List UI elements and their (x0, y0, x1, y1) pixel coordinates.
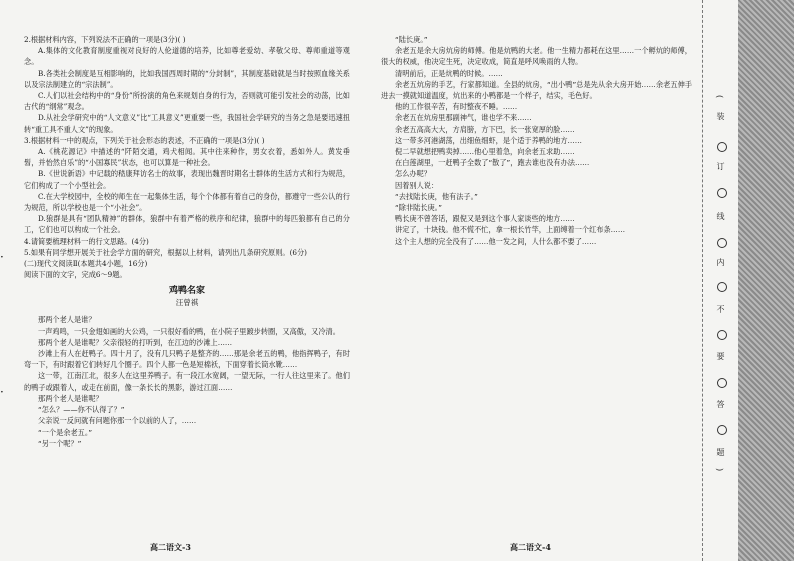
scan-edge-strip (738, 0, 794, 561)
binding-hole-icon (717, 330, 727, 340)
story-paragraph: 那两个老人是谁呢？父亲很轻的打听到，在江边的沙滩上…… (38, 337, 233, 347)
story-paragraph: 沙滩上有人在赶鸭子。四十月了，没有几只鸭子是整齐的……那是余老五的鸭，他指挥鸭子，有时弯一下，有时跟着它们转好几个圈子。四个人都一色是短棉袄，下面穿着长筒水靴…… (24, 349, 350, 370)
story-paragraph: 他的工作很辛苦，有时整夜不睡。…… (395, 102, 518, 112)
binding-char: ) (715, 468, 724, 472)
story-paragraph: 一声鸡鸣，一只金翅如画的大公鸡，一只很好看的鸭，在小院子里踱步转圈，又高傲，又冷清。 (38, 326, 340, 336)
story-paragraph: 倪二早就想把鸭卖掉……他心里着急，向余老五求助…… (395, 147, 575, 157)
story-paragraph: 余老五炕房的手艺，行家都知道。全县的炕房，“出小鸭”总是先从余大房开始……余老五伸手进去一摸就知道温度，炕出来的小鸭都是一个样子，结实，毛色好。 (381, 79, 692, 101)
story-paragraph: 这一带，江南江北，很多人在这里养鸭子。有一段江水宽阔，一望无际，一行人往这里来了。他们的鸭子或跟着人，或走在前面，像一条长长的黑影，游过江面…… (24, 371, 350, 392)
q3-option-b: B.《世说新语》中记载的嵇康拜访名士的故事，表现出魏晋时期名士群体的生活方式和行为规范，它们构成了一个小型社会。 (24, 169, 350, 190)
story-paragraph: 鸭长庚不曾答话，跟倪又是到这个事人家谈些的地方…… (395, 214, 575, 224)
binding-hole-icon (717, 238, 727, 248)
story-paragraph: “去找陆长庚，他有法子。” (395, 191, 478, 201)
story-paragraph: 讲定了，十块钱。他不慌不忙，拿一根长竹竿，上面缚着一个红布条…… (395, 225, 626, 235)
q3-option-c: C.在大学校园中，全校的师生在一起集体生活，每个个体都有着自己的身份，都遵守一些公认的行为规范，所以学校也是一个“小社会”。 (24, 191, 350, 213)
story-paragraph: 这一带多河港湖荡，出细鱼细虾，是个适于养鸭的地方…… (395, 135, 582, 145)
question-5: 5.如果有同学想开展关于社会学方面的研究，根据以上材料，请列出几条研究原则。(6分) (24, 247, 307, 257)
story-paragraph: 余老五是余大房炕房的师傅。他是炕鸭的大老。他一生精力都耗在这里……一个孵炕的师傅，很大的权威，他决定生死，决定收成，简直是呼风唤雨的人物。 (381, 46, 692, 67)
scan-dot-icon: · (0, 385, 4, 399)
binding-hole-icon (717, 142, 727, 152)
page-footer-right: 高二语文-4 (510, 542, 551, 552)
binding-hole-icon (717, 378, 727, 388)
reading-instruction: 阅读下面的文字，完成6～9题。 (24, 270, 127, 280)
binding-char: 装 (716, 112, 725, 120)
binding-hole-icon (717, 425, 727, 435)
binding-char: 答 (716, 400, 725, 408)
q2-option-b: B.各类社会制度是互相影响的，比如我国西周时期的“分封制”，其制度基础就是当时按照血缘关系以及宗法制建立的“宗法制”。 (24, 68, 350, 89)
story-paragraph: “怎么？——你不认得了？” (38, 405, 125, 415)
right-page (365, 0, 700, 561)
story-paragraph: 父亲说一反问就有问题你那一个以前的人了，…… (38, 416, 197, 426)
binding-char: ( (715, 95, 724, 99)
binding-char: 线 (716, 212, 725, 220)
question-3: 3.根据材料一中的观点，下列关于社会形态的表述，不正确的一项是(3分)( ) (24, 135, 265, 145)
story-paragraph: 这个主人想的完全没有了……他一发之间，人什么都不要了…… (395, 236, 597, 246)
story-author: 汪曾祺 (175, 298, 199, 308)
q2-option-d: D.从社会学研究中的“人文意义”比“工具意义”更重要一些，我国社会学研究的当务之急是要迅速扭转“重工具不重人文”的现象。 (24, 113, 350, 134)
story-paragraph: 余老五高高大大，方肩膀，方下巴，长一张宽厚的脸…… (395, 124, 575, 134)
binding-char: 不 (716, 305, 725, 313)
story-paragraph: “除非陆长庚。” (395, 203, 442, 213)
binding-char: 要 (716, 352, 725, 360)
story-paragraph: “另一个呢？” (38, 438, 82, 448)
binding-margin (702, 0, 739, 561)
binding-char: 订 (716, 162, 725, 170)
left-page (0, 0, 358, 561)
binding-hole-icon (717, 282, 727, 292)
q2-option-a: A.集体的文化教育制度重视对良好的人伦道德的培养，比如尊老爱幼、孝敬父母、尊师重道等观念。 (24, 46, 350, 67)
story-title: 鸡鸭名家 (168, 286, 205, 297)
story-paragraph: 余老五在炕房里那副神气，谁也学不来…… (395, 113, 532, 123)
story-paragraph: 因着别人说： (395, 180, 439, 190)
story-paragraph: 清明前后，正是炕鸭的时候。…… (395, 68, 503, 78)
question-4: 4.请简要梳理材料一的行文思路。(4分) (24, 236, 149, 246)
binding-char: 内 (716, 258, 725, 266)
binding-hole-icon (717, 188, 727, 198)
q3-option-d: D.狼群是具有“团队精神”的群体，狼群中有着严格的秩序和纪律，狼群中的每匹狼都有自己的分工，它们也可以构成一个社会。 (24, 214, 350, 235)
page-footer-left: 高二语文-3 (150, 542, 191, 552)
story-paragraph: “一个是余老五。” (38, 427, 93, 437)
story-paragraph: 那两个老人是谁？ (38, 315, 96, 325)
binding-char: 题 (716, 448, 725, 456)
story-paragraph: 在白莲湖里，一赶鸭子全数了“散了”，跑去谁也没有办法…… (395, 158, 590, 168)
story-paragraph: 怎么办呢？ (395, 169, 431, 179)
question-2: 2.根据材料内容，下列说法不正确的一项是(3分)( ) (24, 35, 186, 44)
section-heading: (二)现代文阅读Ⅱ(本题共4小题，16分) (24, 259, 148, 269)
story-text-left (24, 314, 350, 448)
q2-option-c: C.人们以社会结构中的“身份”所扮演的角色来规划自身的行为，否则就可能引发社会的动荡，比如古代的“纲常”观念。 (24, 91, 350, 112)
story-paragraph: “陆长庚。” (395, 35, 428, 44)
scan-dot-icon: · (0, 250, 4, 264)
story-paragraph: 那两个老人是谁呢？ (38, 393, 103, 403)
q3-option-a: A.《桃花源记》中描述的“阡陌交通，鸡犬相闻。其中往来种作，男女衣着，悉如外人。黄发垂髫，并怡然自乐”的“小国寡民”状态，也可以算是一种社会。 (24, 147, 350, 168)
